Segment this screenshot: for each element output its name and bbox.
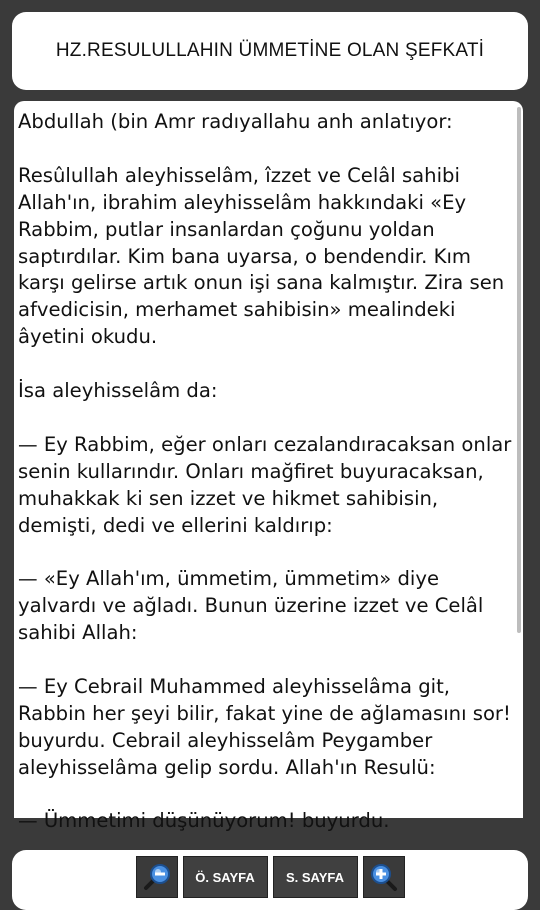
- paragraph: — Ümmetimi düşünüyorum! buyurdu.: [18, 809, 390, 833]
- scrollbar[interactable]: [517, 107, 521, 633]
- zoom-in-button[interactable]: [363, 856, 405, 898]
- title-card: [12, 12, 528, 90]
- toolbar: [0, 856, 540, 900]
- paragraph: Resûlullah aleyhisselâm, îzzet ve Celâl sahibi Allah'ın, ibrahim aleyhisselâm hakkındaki «Ey Rabbim, putlar insanlardan çoğunu yoldan saptırdılar. Kim bana uyarsa, o bendendir. Kım karşı gelirse artık onun işi sana kalmıştır. Zira sen afvedicisin, merhamet sahibisin» mealindeki âyetini okudu.: [18, 163, 505, 349]
- paragraph: — Ey Cebrail Muhammed aleyhisselâma git, Rabbin her şeyi bilir, fakat yine de ağlamasını sor! buyurdu. Cebrail aleyhisselâm Peygamber aleyhisselâma gelip sordu. Allah'ın Resulü:: [18, 674, 511, 779]
- page-title: HZ.RESULULLAHIN ÜMMETİNE OLAN ŞEFKATİ: [55, 40, 485, 61]
- magnifier-plus-icon: [369, 862, 399, 892]
- prev-page-button[interactable]: Ö. SAYFA: [183, 856, 268, 898]
- magnifier-minus-icon: [142, 862, 172, 892]
- next-page-button[interactable]: S. SAYFA: [273, 856, 358, 898]
- paragraph: Abdullah (bin Amr radıyallahu anh anlatıyor:: [18, 110, 453, 133]
- paragraph: İsa aleyhisselâm da:: [18, 379, 218, 403]
- zoom-out-button[interactable]: [136, 856, 178, 898]
- paragraph: — Ey Rabbim, eğer onları cezalandıracaksan onlar senin kullarındır. Onları mağfiret buyuracaksan, muhakkak ki sen izzet ve hikmet sahibisin, demişti, dedi ve ellerini kaldırıp:: [18, 432, 512, 537]
- paragraph: — «Ey Allah'ım, ümmetim, ümmetim» diye yalvardı ve ağladı. Bunun üzerine izzet ve Celâl sahibi Allah:: [18, 567, 484, 645]
- content-panel[interactable]: [14, 101, 523, 833]
- article-text: [18, 109, 518, 862]
